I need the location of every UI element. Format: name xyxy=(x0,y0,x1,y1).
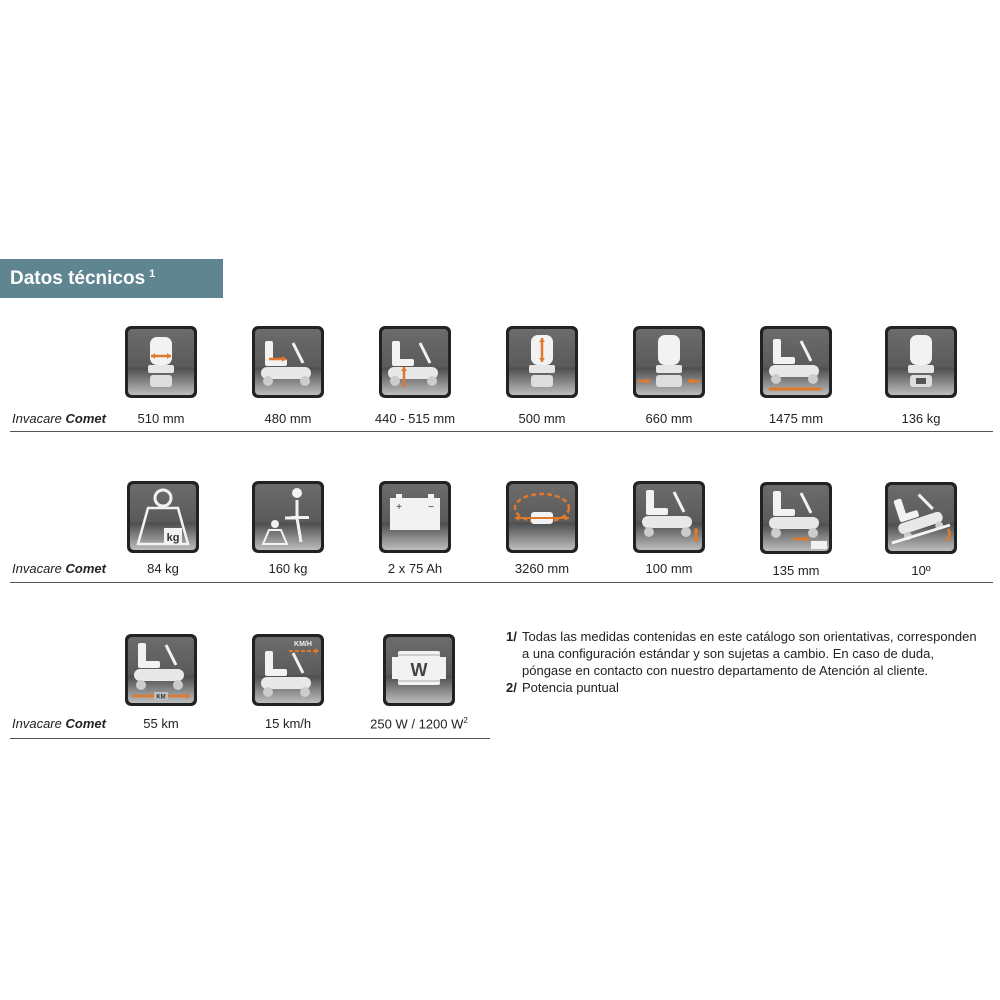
svg-text:+: + xyxy=(396,502,402,513)
spec-value: 250 W / 1200 $W^2$ xyxy=(370,716,468,732)
row-divider xyxy=(10,431,993,432)
spec-value: 1475 mm xyxy=(768,411,824,426)
spec-value: 510 mm xyxy=(137,411,185,426)
turning-radius-icon xyxy=(506,481,578,553)
row-divider xyxy=(10,738,490,739)
overall-length-icon xyxy=(760,326,832,398)
seat-width-icon xyxy=(125,326,197,398)
spec-value: 440 - 515 mm xyxy=(374,411,456,426)
row-product-label: Invacare Comet xyxy=(12,411,106,426)
max-user-weight-icon xyxy=(252,481,324,553)
spec-value: 2 x 75 Ah xyxy=(387,561,443,576)
max-speed-icon xyxy=(252,634,324,706)
section-footnote-mark: 1 xyxy=(149,267,156,280)
svg-text:kg: kg xyxy=(166,532,180,544)
svg-text:KM: KM xyxy=(156,694,166,701)
seat-depth-icon xyxy=(252,326,324,398)
spec-value: 55 km xyxy=(143,716,179,731)
footnote-1: 1/ Todas las medidas contenidas en este catálogo son orientativas, corresponden a una configuración estándar y son sujetas a cambio. En caso de duda, póngase en contacto con nuestro departamento de Atención al cliente. xyxy=(506,629,977,678)
footnotes xyxy=(506,628,986,696)
max-slope-icon xyxy=(885,482,957,554)
spec-value: 10º xyxy=(911,563,931,578)
spec-value: 100 mm xyxy=(645,561,693,576)
footnote-2: 2/ Potencia puntual xyxy=(506,680,619,695)
overall-width-icon xyxy=(633,326,705,398)
spec-value: 3260 mm xyxy=(514,561,570,576)
spec-value: 660 mm xyxy=(645,411,693,426)
section-header xyxy=(0,259,223,298)
obstacle-climbing-icon xyxy=(760,482,832,554)
spec-value: 160 kg xyxy=(268,561,308,576)
section-title: Datos técnicos xyxy=(10,267,146,289)
total-weight-icon xyxy=(885,326,957,398)
heaviest-part-weight-icon xyxy=(127,481,199,553)
row-divider xyxy=(10,582,993,583)
motor-power-icon xyxy=(383,634,455,706)
spec-value: 500 mm xyxy=(518,411,566,426)
spec-value: 480 mm xyxy=(264,411,312,426)
seat-height-icon xyxy=(379,326,451,398)
row-product-label: Invacare Comet xyxy=(12,716,106,731)
row-product-label: Invacare Comet xyxy=(12,561,106,576)
range-km-icon xyxy=(125,634,197,706)
backrest-height-icon xyxy=(506,326,578,398)
spec-value: 135 mm xyxy=(772,563,820,578)
battery-icon xyxy=(379,481,451,553)
svg-text:−: − xyxy=(428,502,434,513)
svg-text:W: W xyxy=(410,660,428,680)
spec-value: 136 kg xyxy=(901,411,941,426)
spec-value: 15 km/h xyxy=(264,716,312,731)
svg-text:KM/H: KM/H xyxy=(294,641,312,648)
spec-value: 84 kg xyxy=(147,561,179,576)
ground-clearance-icon xyxy=(633,481,705,553)
